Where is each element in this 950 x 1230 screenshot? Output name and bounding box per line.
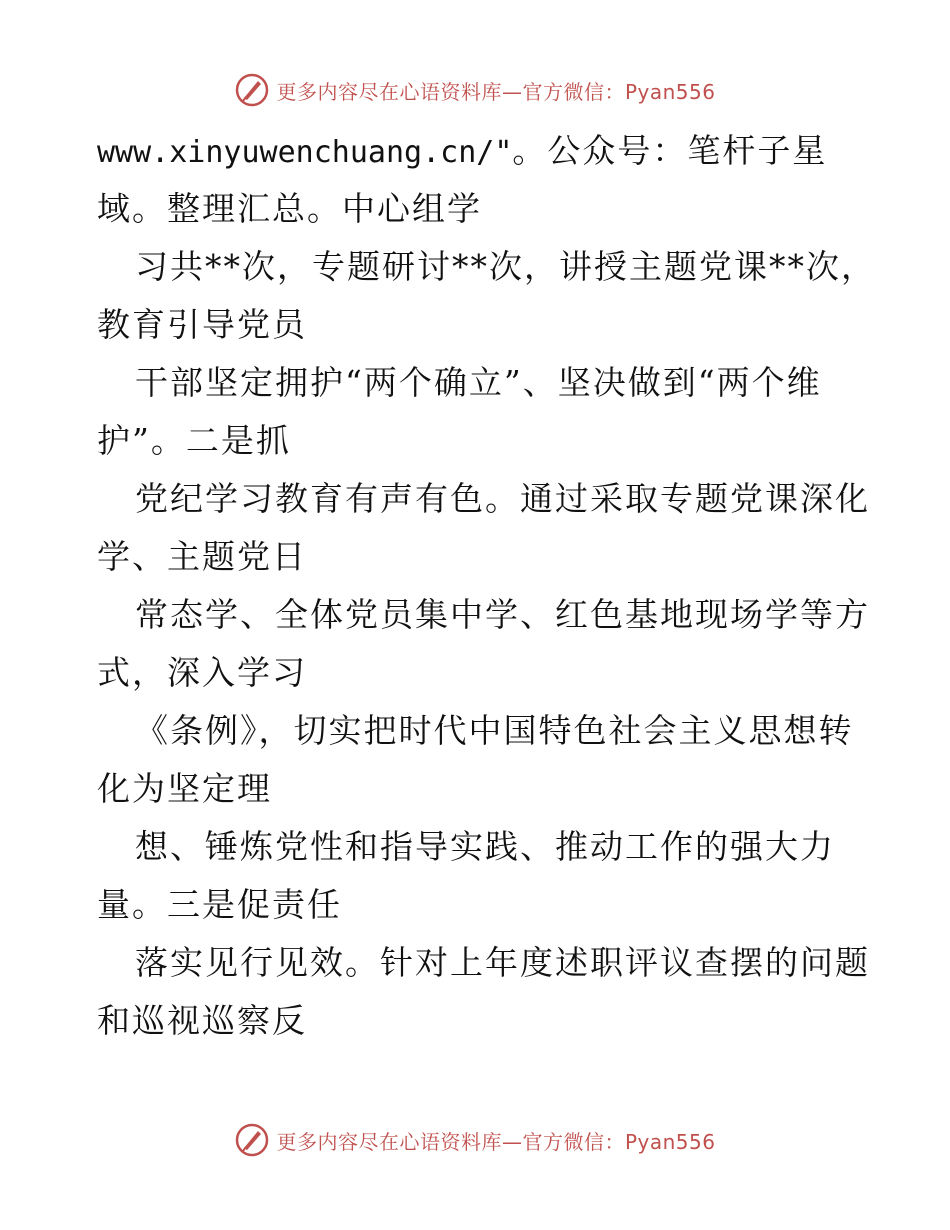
text-line: 护”。二是抓 [97, 421, 291, 460]
footer-banner [0, 1120, 950, 1160]
text-line: 学、主题党日 [97, 537, 307, 576]
text-line: 量。三是促责任 [97, 885, 342, 924]
header-banner-text: 更多内容尽在心语资料库—官方微信：Pyan556 [276, 79, 716, 104]
header-banner [0, 70, 950, 110]
url-text: www.xinyuwenchuang.cn/" [97, 135, 513, 170]
text-line: 常态学、全体党员集中学、红色基地现场学等方 [135, 595, 870, 634]
text-line: 党纪学习教育有声有色。通过采取专题党课深化 [135, 479, 870, 518]
text-line: 式，深入学习 [97, 653, 307, 692]
quill-logo-icon [234, 1122, 270, 1158]
text-line: 和巡视巡察反 [97, 1001, 307, 1040]
text-line-rest: 。公众号：笔杆子星 [512, 131, 828, 170]
document-body [97, 122, 876, 1050]
text-line [97, 122, 867, 180]
text-line: 域。整理汇总。中心组学 [97, 189, 482, 228]
text-line: 化为坚定理 [97, 769, 272, 808]
text-line: 教育引导党员 [97, 305, 307, 344]
text-line: 落实见行见效。针对上年度述职评议查摆的问题 [135, 943, 870, 982]
text-line: 干部坚定拥护“两个确立”、坚决做到“两个维 [135, 363, 822, 402]
footer-banner-text: 更多内容尽在心语资料库—官方微信：Pyan556 [276, 1129, 716, 1154]
text-line: 《条例》，切实把时代中国特色社会主义思想转 [135, 711, 854, 750]
text-line: 想、锤炼党性和指导实践、推动工作的强大力 [135, 827, 835, 866]
quill-logo-icon [234, 72, 270, 108]
text-line: 习共**次，专题研讨**次，讲授主题党课**次， [135, 247, 876, 286]
